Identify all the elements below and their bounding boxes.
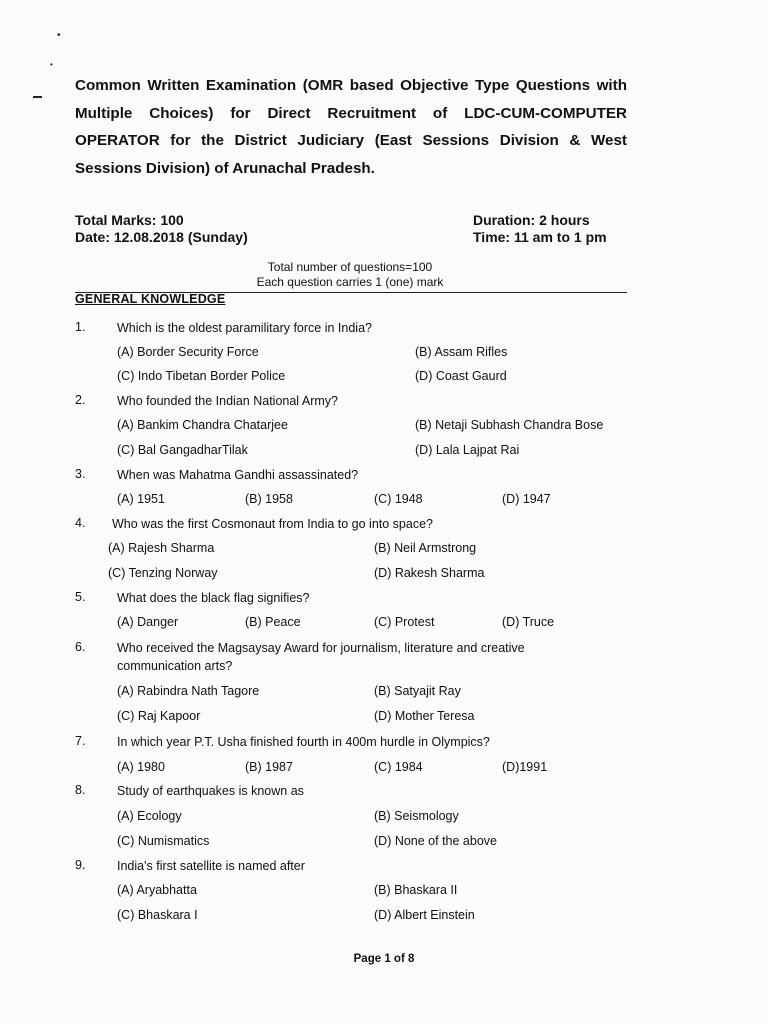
exam-date: Date: 12.08.2018 (Sunday): [75, 229, 248, 245]
option-a: (A) Ecology: [117, 809, 182, 823]
question-text: Who received the Magsaysay Award for journalism, literature and creative communication arts?: [117, 641, 525, 673]
option-b: (B) Netaji Subhash Chandra Bose: [415, 418, 604, 432]
question-text: Which is the oldest paramilitary force in India?: [117, 321, 372, 335]
option-a: (A) Border Security Force: [117, 345, 259, 359]
question-text: What does the black flag signifies?: [117, 591, 310, 605]
question-text: In which year P.T. Usha finished fourth in 400m hurdle in Olympics?: [117, 735, 490, 749]
option-a: (A) Rabindra Nath Tagore: [117, 684, 260, 698]
option-d: (D) None of the above: [374, 834, 497, 848]
mark-note: Each question carries 1 (one) mark: [256, 275, 444, 289]
left-meta: [75, 212, 248, 246]
duration: Duration: 2 hours: [473, 212, 590, 228]
total-marks: Total Marks: 100: [75, 212, 184, 228]
question-text: Who was the first Cosmonaut from India to go into space?: [112, 517, 433, 531]
option-c: (C) Bhaskara I: [117, 908, 198, 922]
question-number: 4.: [75, 516, 86, 530]
option-b: (B) 1958: [245, 492, 293, 506]
option-a: (A) 1951: [117, 492, 165, 506]
question-text: When was Mahatma Gandhi assassinated?: [117, 468, 359, 482]
question-number: 1.: [75, 320, 86, 334]
question-text: India's first satellite is named after: [117, 859, 305, 873]
option-b: (B) 1987: [245, 760, 293, 774]
question-count: Total number of questions=100: [267, 260, 433, 274]
option-b: (B) Satyajit Ray: [374, 684, 461, 698]
option-d: (D) Mother Teresa: [374, 709, 475, 723]
scan-speck: •: [50, 60, 53, 69]
question-number: 8.: [75, 783, 86, 797]
option-a: (A) Rajesh Sharma: [108, 541, 215, 555]
scan-mark: [33, 96, 42, 98]
question-number: 3.: [75, 467, 86, 481]
scan-speck: •: [57, 30, 61, 41]
option-a: (A) Bankim Chandra Chatarjee: [117, 418, 288, 432]
section-heading: GENERAL KNOWLEDGE: [75, 292, 226, 306]
question-text: Study of earthquakes is known as: [117, 784, 304, 798]
right-meta: [473, 212, 607, 246]
question-number: 7.: [75, 734, 86, 748]
option-b: (B) Bhaskara II: [374, 883, 458, 897]
option-a: (A) Danger: [117, 615, 179, 629]
option-d: (D) Rakesh Sharma: [374, 566, 485, 580]
question-number: 2.: [75, 393, 86, 407]
option-c: (C) Protest: [374, 615, 435, 629]
option-c: (C) Raj Kapoor: [117, 709, 201, 723]
option-d: (D)1991: [502, 760, 548, 774]
exam-title: Common Written Examination (OMR based Objective Type Questions with Multiple Choices) for Direct Recruitment of LDC-CUM-COMPUTER OPERATOR for the District Judiciary (East Sessions Division & West Sessions Division) of Arunachal Pradesh.: [75, 77, 627, 177]
option-b: (B) Peace: [245, 615, 301, 629]
option-a: (A) Aryabhatta: [117, 883, 197, 897]
option-b: (B) Neil Armstrong: [374, 541, 477, 555]
question-number: 5.: [75, 590, 86, 604]
option-c: (C) 1948: [374, 492, 423, 506]
option-d: (D) Lala Lajpat Rai: [415, 443, 520, 457]
option-d: (D) 1947: [502, 492, 551, 506]
page-number: Page 1 of 8: [353, 953, 415, 965]
option-c: (C) Tenzing Norway: [108, 566, 218, 580]
option-a: (A) 1980: [117, 760, 165, 774]
option-c: (C) Bal GangadharTilak: [117, 443, 248, 457]
option-c: (C) Numismatics: [117, 834, 210, 848]
option-d: (D) Albert Einstein: [374, 908, 475, 922]
question-info: [230, 260, 470, 290]
option-b: (B) Assam Rifles: [415, 345, 508, 359]
option-d: (D) Truce: [502, 615, 555, 629]
option-d: (D) Coast Gaurd: [415, 369, 507, 383]
option-c: (C) 1984: [374, 760, 423, 774]
question-text: Who founded the Indian National Army?: [117, 394, 338, 408]
option-c: (C) Indo Tibetan Border Police: [117, 369, 286, 383]
question-number: 6.: [75, 640, 86, 654]
option-b: (B) Seismology: [374, 809, 459, 823]
exam-time: Time: 11 am to 1 pm: [473, 229, 607, 245]
question-number: 9.: [75, 858, 86, 872]
